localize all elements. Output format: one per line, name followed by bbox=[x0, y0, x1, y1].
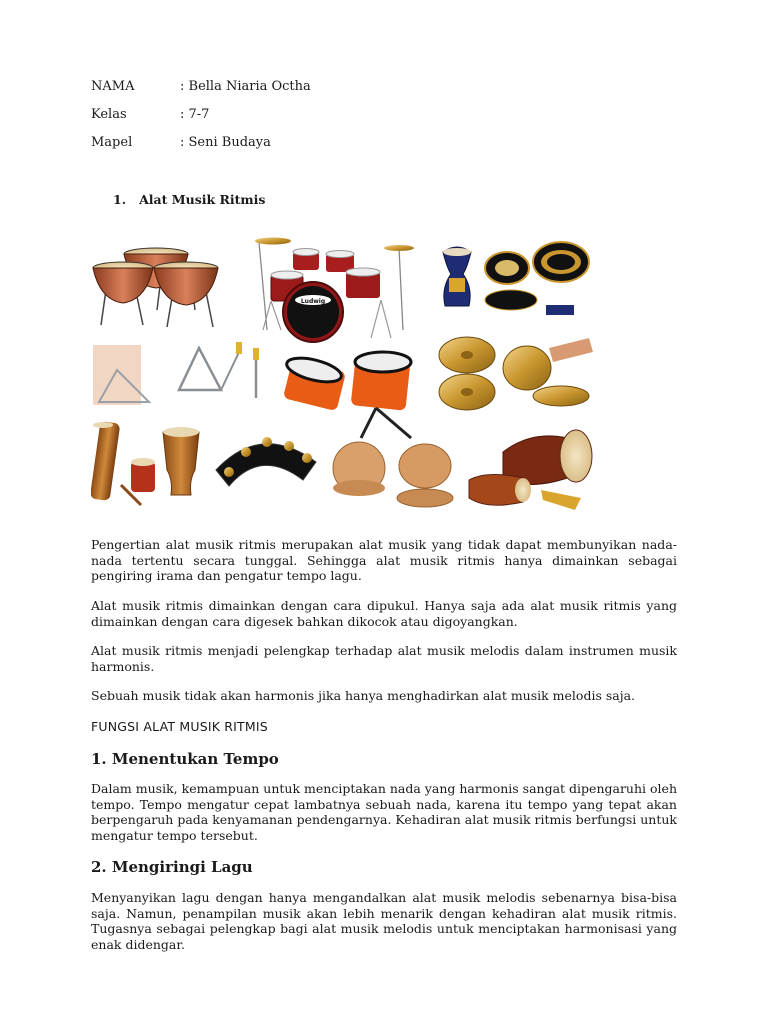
castanets-icon bbox=[333, 442, 453, 507]
heading-mengiringi-lagu: 2. Mengiringi Lagu bbox=[91, 858, 253, 876]
timpani-icon bbox=[93, 248, 218, 327]
paragraph-tempo: Dalam musik, kemampuan untuk menciptakan nada yang harmonis sangat dipengaruhi oleh tempo. Tempo mengatur cepat lambatnya sebuah nada, karena itu tempo yang tepat akan berpengaruh pada kenyamanan pendengarnya. Kehadiran alat musik ritmis berfungsi untuk mengatur tempo tersebut. bbox=[91, 781, 678, 843]
darbuka-tambourine-icon bbox=[443, 242, 589, 315]
paragraph-harmonis: Sebuah musik tidak akan harmonis jika hanya menghadirkan alat musik melodis saja. bbox=[91, 688, 636, 703]
kelas-value: : 7-7 bbox=[180, 107, 210, 122]
paragraph-pelengkap: Alat musik ritmis menjadi pelengkap terhadap alat musik melodis dalam instrumen musik harmonis. bbox=[91, 643, 677, 674]
djembe-icon bbox=[91, 421, 199, 505]
kelas-label: Kelas bbox=[91, 107, 127, 122]
heading-menentukan-tempo: 1. Menentukan Tempo bbox=[91, 750, 279, 768]
fungsi-heading: FUNGSI ALAT MUSIK RITMIS bbox=[91, 719, 268, 734]
mapel-label: Mapel bbox=[91, 135, 133, 150]
instrument-collage bbox=[91, 230, 601, 515]
section-title: 1. Alat Musik Ritmis bbox=[113, 192, 266, 207]
triangle-icon bbox=[93, 342, 259, 405]
nama-value: : Bella Niaria Octha bbox=[180, 79, 311, 94]
cymbals-icon bbox=[439, 337, 593, 410]
paragraph-mengiringi: Menyanyikan lagu dengan hanya mengandalkan alat musik melodis sebenarnya bisa-bisa saja. Namun, penampilan musik akan lebih menarik dengan kehadiran alat musik ritmis. Tugasnya sebagai pelengkap bagi alat musik melodis untuk menciptakan harmonisasi yang enak didengar. bbox=[91, 890, 677, 952]
drum-kit-icon bbox=[255, 238, 414, 343]
drum-kit-brand: Ludwig bbox=[300, 298, 326, 305]
nama-label: NAMA bbox=[91, 79, 135, 94]
kendang-icon bbox=[469, 430, 592, 510]
paragraph-cara-main: Alat musik ritmis dimainkan dengan cara dipukul. Hanya saja ada alat musik ritmis yang dimainkan dengan cara digesek bahkan dikocok atau digoyangkan. bbox=[91, 598, 677, 629]
mapel-value: : Seni Budaya bbox=[180, 135, 271, 150]
tambourine-icon bbox=[216, 437, 316, 486]
bongo-icon bbox=[283, 352, 411, 438]
paragraph-pengertian: Pengertian alat musik ritmis merupakan alat musik yang tidak dapat membunyikan nada-nada tertentu secara tunggal. Sehingga alat musik ritmis hanya dimainkan sebagai pengiring irama dan pengatur tempo lagu. bbox=[91, 537, 677, 583]
